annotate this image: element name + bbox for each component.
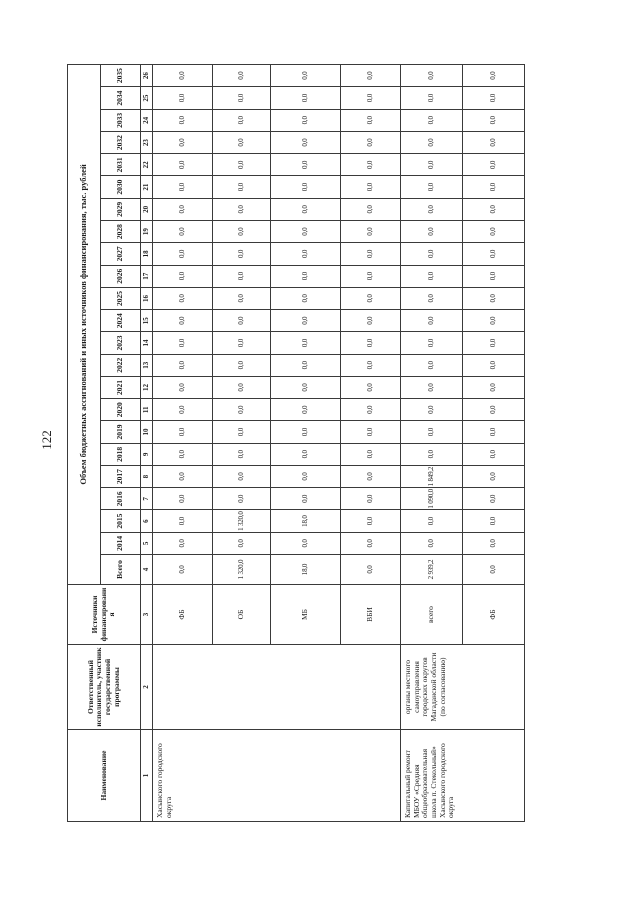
value-cell: 1 320,0 — [213, 510, 271, 532]
value-cell: 0,0 — [153, 310, 213, 332]
value-cell: 0,0 — [153, 87, 213, 109]
value-cell: 0,0 — [463, 87, 525, 109]
value-cell: 0,0 — [153, 532, 213, 554]
total-cell: 0,0 — [153, 555, 213, 585]
value-cell: 0,0 — [401, 421, 463, 443]
column-number: 6 — [141, 510, 153, 532]
source-cell: МБ — [271, 585, 341, 645]
value-cell: 0,0 — [271, 465, 341, 487]
year-header: 2022 — [101, 354, 141, 376]
budget-table — [67, 64, 525, 822]
value-cell: 0,0 — [463, 265, 525, 287]
executor-cell: органы местного самоуправления городских округов Магаданской области (по согласованию) — [401, 645, 525, 730]
value-cell: 0,0 — [153, 354, 213, 376]
value-cell: 0,0 — [463, 131, 525, 153]
column-number: 2 — [141, 645, 153, 730]
value-cell: 0,0 — [153, 287, 213, 309]
value-cell: 0,0 — [463, 421, 525, 443]
value-cell: 0,0 — [213, 488, 271, 510]
total-cell: 0,0 — [341, 555, 401, 585]
total-cell: 2 939,2 — [401, 555, 463, 585]
value-cell: 0,0 — [463, 176, 525, 198]
value-cell: 0,0 — [271, 265, 341, 287]
value-cell: 0,0 — [271, 198, 341, 220]
value-cell: 0,0 — [213, 131, 271, 153]
value-cell: 0,0 — [463, 443, 525, 465]
value-cell: 0,0 — [153, 131, 213, 153]
column-number: 23 — [141, 131, 153, 153]
value-cell: 0,0 — [213, 443, 271, 465]
value-cell: 0,0 — [463, 109, 525, 131]
source-cell: ОБ — [213, 585, 271, 645]
value-cell: 0,0 — [341, 87, 401, 109]
year-header: 2033 — [101, 109, 141, 131]
column-number: 7 — [141, 488, 153, 510]
value-cell: 0,0 — [271, 64, 341, 87]
value-cell: 0,0 — [341, 354, 401, 376]
value-cell: 0,0 — [153, 488, 213, 510]
value-cell: 0,0 — [341, 243, 401, 265]
column-number: 25 — [141, 87, 153, 109]
value-cell: 0,0 — [463, 198, 525, 220]
value-cell: 0,0 — [401, 131, 463, 153]
column-number: 13 — [141, 354, 153, 376]
value-cell: 0,0 — [153, 109, 213, 131]
table-body — [153, 64, 525, 821]
header-name: Наименование — [68, 730, 141, 822]
value-cell: 0,0 — [213, 332, 271, 354]
value-cell: 0,0 — [271, 443, 341, 465]
value-cell: 0,0 — [153, 399, 213, 421]
value-cell: 0,0 — [463, 488, 525, 510]
value-cell: 0,0 — [341, 287, 401, 309]
source-cell: всего — [401, 585, 463, 645]
value-cell: 0,0 — [341, 131, 401, 153]
value-cell: 0,0 — [401, 221, 463, 243]
value-cell: 0,0 — [271, 488, 341, 510]
value-cell: 0,0 — [401, 109, 463, 131]
value-cell: 0,0 — [153, 64, 213, 87]
value-cell: 0,0 — [463, 310, 525, 332]
value-cell: 0,0 — [401, 399, 463, 421]
value-cell: 0,0 — [213, 354, 271, 376]
header-executor: Ответственный исполнитель, участник государственной программы — [68, 645, 141, 730]
table-row — [153, 64, 213, 821]
year-header: 2032 — [101, 131, 141, 153]
executor-cell — [153, 645, 401, 730]
value-cell: 0,0 — [463, 465, 525, 487]
value-cell: 0,0 — [341, 109, 401, 131]
column-number: 17 — [141, 265, 153, 287]
value-cell: 0,0 — [153, 243, 213, 265]
value-cell: 0,0 — [213, 421, 271, 443]
value-cell: 0,0 — [271, 176, 341, 198]
value-cell: 0,0 — [401, 265, 463, 287]
value-cell: 0,0 — [153, 221, 213, 243]
value-cell: 0,0 — [213, 376, 271, 398]
column-number-row — [141, 64, 153, 821]
value-cell: 0,0 — [271, 243, 341, 265]
value-cell: 0,0 — [341, 154, 401, 176]
value-cell: 0,0 — [401, 532, 463, 554]
value-cell: 0,0 — [271, 287, 341, 309]
year-header: 2030 — [101, 176, 141, 198]
value-cell: 0,0 — [213, 198, 271, 220]
year-header: 2028 — [101, 221, 141, 243]
source-cell: ФБ — [463, 585, 525, 645]
year-header: 2024 — [101, 310, 141, 332]
year-header: 2017 — [101, 465, 141, 487]
value-cell: 0,0 — [271, 532, 341, 554]
value-cell: 0,0 — [463, 154, 525, 176]
value-cell: 0,0 — [401, 176, 463, 198]
value-cell: 1 849,2 — [401, 465, 463, 487]
year-header: 2026 — [101, 265, 141, 287]
value-cell: 0,0 — [213, 176, 271, 198]
value-cell: 0,0 — [463, 376, 525, 398]
column-number: 18 — [141, 243, 153, 265]
header-source: Источники финансирования — [68, 585, 141, 645]
value-cell: 0,0 — [271, 376, 341, 398]
value-cell: 0,0 — [401, 287, 463, 309]
value-cell: 0,0 — [341, 421, 401, 443]
value-cell: 0,0 — [463, 221, 525, 243]
value-cell: 0,0 — [341, 488, 401, 510]
header-row — [68, 64, 101, 821]
value-cell: 1 090,0 — [401, 488, 463, 510]
value-cell: 0,0 — [213, 87, 271, 109]
year-header: 2034 — [101, 87, 141, 109]
column-number: 10 — [141, 421, 153, 443]
year-header: 2021 — [101, 376, 141, 398]
column-number: 4 — [141, 555, 153, 585]
value-cell: 0,0 — [463, 510, 525, 532]
value-cell: 0,0 — [463, 532, 525, 554]
year-header: 2015 — [101, 510, 141, 532]
year-header: 2023 — [101, 332, 141, 354]
column-number: 3 — [141, 585, 153, 645]
value-cell: 0,0 — [213, 109, 271, 131]
year-header: 2029 — [101, 198, 141, 220]
value-cell: 0,0 — [271, 87, 341, 109]
value-cell: 0,0 — [271, 399, 341, 421]
value-cell: 0,0 — [401, 354, 463, 376]
source-cell: ФБ — [153, 585, 213, 645]
value-cell: 0,0 — [271, 421, 341, 443]
value-cell: 0,0 — [271, 154, 341, 176]
column-number: 21 — [141, 176, 153, 198]
column-number: 12 — [141, 376, 153, 398]
value-cell: 0,0 — [153, 176, 213, 198]
value-cell: 0,0 — [271, 131, 341, 153]
value-cell: 0,0 — [341, 198, 401, 220]
value-cell: 0,0 — [341, 221, 401, 243]
value-cell: 0,0 — [271, 354, 341, 376]
value-cell: 0,0 — [271, 332, 341, 354]
year-header: 2035 — [101, 64, 141, 87]
column-number: 19 — [141, 221, 153, 243]
value-cell: 0,0 — [271, 221, 341, 243]
value-cell: 0,0 — [341, 265, 401, 287]
value-cell: 0,0 — [153, 265, 213, 287]
year-header: 2027 — [101, 243, 141, 265]
value-cell: 18,0 — [271, 510, 341, 532]
value-cell: 0,0 — [213, 465, 271, 487]
value-cell: 0,0 — [401, 376, 463, 398]
budget-table-rotated — [67, 65, 524, 822]
value-cell: 0,0 — [213, 287, 271, 309]
table-row — [401, 64, 463, 821]
source-cell: ВБИ — [341, 585, 401, 645]
year-header: 2025 — [101, 287, 141, 309]
column-number: 1 — [141, 730, 153, 822]
column-number: 24 — [141, 109, 153, 131]
value-cell: 0,0 — [153, 443, 213, 465]
value-cell: 0,0 — [463, 287, 525, 309]
value-cell: 0,0 — [341, 532, 401, 554]
column-number: 9 — [141, 443, 153, 465]
value-cell: 0,0 — [401, 198, 463, 220]
year-header: 2018 — [101, 443, 141, 465]
value-cell: 0,0 — [213, 221, 271, 243]
total-cell: 0,0 — [463, 555, 525, 585]
value-cell: 0,0 — [213, 532, 271, 554]
value-cell: 0,0 — [341, 510, 401, 532]
value-cell: 0,0 — [463, 354, 525, 376]
item-name-cell: Хасынского городского округа — [153, 730, 401, 822]
header-total: Всего — [101, 555, 141, 585]
value-cell: 0,0 — [153, 421, 213, 443]
value-cell: 0,0 — [341, 465, 401, 487]
value-cell: 0,0 — [153, 154, 213, 176]
year-header: 2014 — [101, 532, 141, 554]
value-cell: 0,0 — [153, 376, 213, 398]
value-cell: 0,0 — [341, 64, 401, 87]
value-cell: 0,0 — [341, 376, 401, 398]
column-number: 15 — [141, 310, 153, 332]
total-cell: 18,0 — [271, 555, 341, 585]
year-header: 2031 — [101, 154, 141, 176]
column-number: 16 — [141, 287, 153, 309]
column-number: 20 — [141, 198, 153, 220]
page-number: 122 — [39, 430, 54, 450]
column-number: 5 — [141, 532, 153, 554]
value-cell: 0,0 — [341, 399, 401, 421]
item-name-cell: Капитальный ремонт МБОУ «Средняя общеобразовательная школа п. Стекольный» Хасынского городского округа — [401, 730, 525, 822]
value-cell: 0,0 — [401, 332, 463, 354]
value-cell: 0,0 — [463, 243, 525, 265]
column-number: 22 — [141, 154, 153, 176]
header-budget-title: Объем бюджетных ассигнований и иных источников финансирования, тыс. рублей — [68, 64, 101, 584]
value-cell: 0,0 — [213, 64, 271, 87]
value-cell: 0,0 — [463, 332, 525, 354]
value-cell: 0,0 — [401, 64, 463, 87]
column-number: 11 — [141, 399, 153, 421]
value-cell: 0,0 — [401, 154, 463, 176]
value-cell: 0,0 — [153, 465, 213, 487]
value-cell: 0,0 — [463, 399, 525, 421]
value-cell: 0,0 — [341, 176, 401, 198]
value-cell: 0,0 — [271, 310, 341, 332]
value-cell: 0,0 — [213, 399, 271, 421]
value-cell: 0,0 — [153, 198, 213, 220]
column-number: 14 — [141, 332, 153, 354]
value-cell: 0,0 — [213, 265, 271, 287]
value-cell: 0,0 — [341, 443, 401, 465]
value-cell: 0,0 — [401, 443, 463, 465]
value-cell: 0,0 — [341, 332, 401, 354]
value-cell: 0,0 — [341, 310, 401, 332]
value-cell: 0,0 — [271, 109, 341, 131]
value-cell: 0,0 — [401, 87, 463, 109]
value-cell: 0,0 — [153, 510, 213, 532]
value-cell: 0,0 — [213, 243, 271, 265]
value-cell: 0,0 — [401, 243, 463, 265]
year-header: 2016 — [101, 488, 141, 510]
column-number: 26 — [141, 64, 153, 87]
total-cell: 1 320,0 — [213, 555, 271, 585]
value-cell: 0,0 — [401, 510, 463, 532]
value-cell: 0,0 — [213, 310, 271, 332]
value-cell: 0,0 — [213, 154, 271, 176]
value-cell: 0,0 — [401, 310, 463, 332]
value-cell: 0,0 — [153, 332, 213, 354]
column-number: 8 — [141, 465, 153, 487]
year-header: 2019 — [101, 421, 141, 443]
year-header: 2020 — [101, 399, 141, 421]
value-cell: 0,0 — [463, 64, 525, 87]
